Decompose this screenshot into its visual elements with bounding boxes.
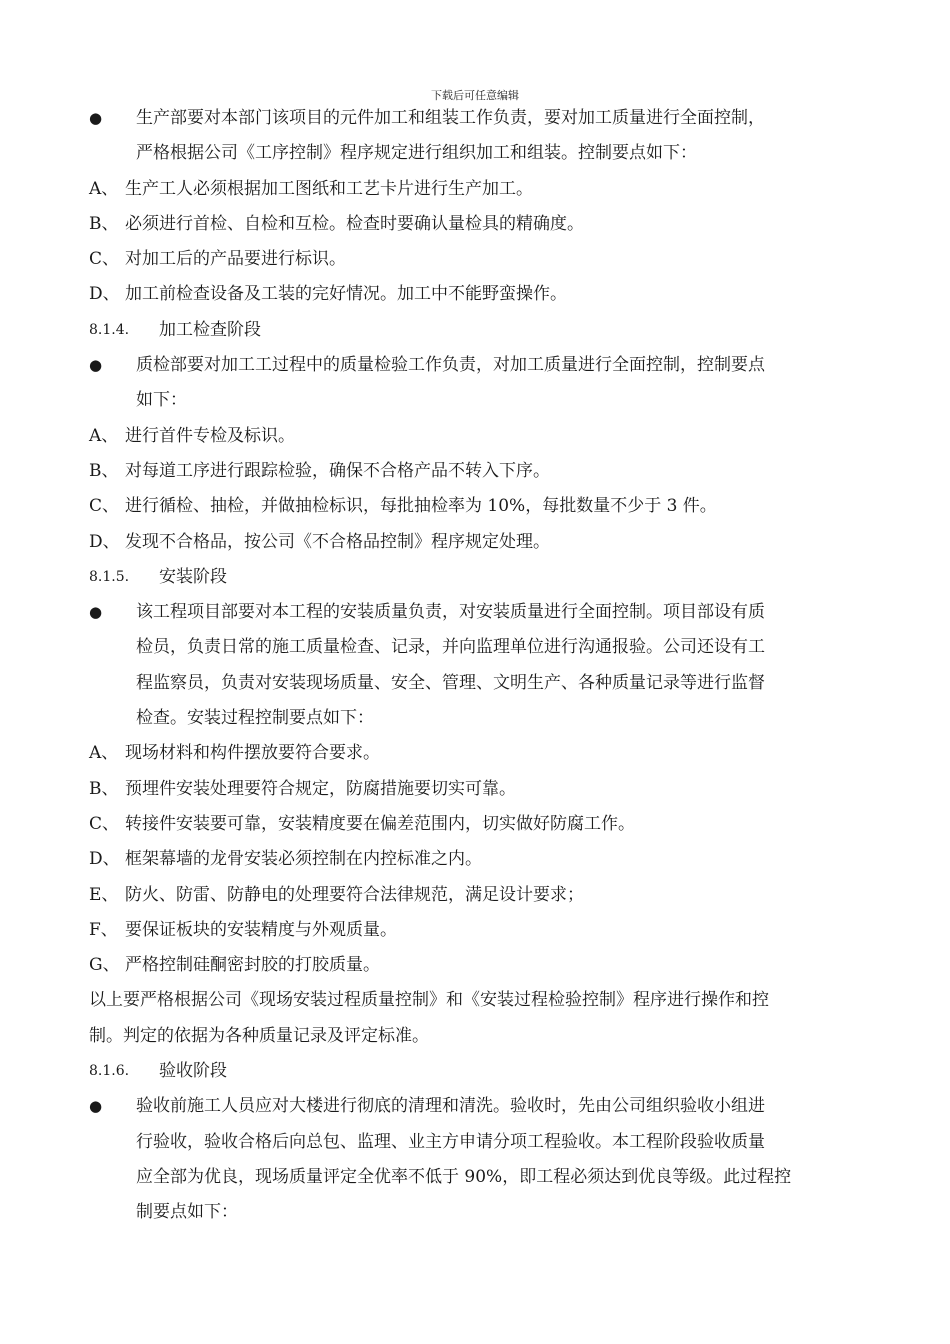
continuation-text: 检查。安装过程控制要点如下： bbox=[136, 708, 374, 729]
list-item bbox=[0, 842, 950, 877]
list-item bbox=[0, 277, 950, 312]
list-item bbox=[0, 948, 950, 983]
continuation-text: 严格根据公司《工序控制》程序规定进行组织加工和组装。控制要点如下： bbox=[136, 143, 697, 164]
continuation-text: 应全部为优良，现场质量评定全优率不低于 90%，即工程必须达到优良等级。此过程控 bbox=[136, 1166, 792, 1187]
paragraph-text: 制。判定的依据为各种质量记录及评定标准。 bbox=[89, 1025, 429, 1046]
paragraph-text: 以上要严格根据公司《现场安装过程质量控制》和《安装过程检验控制》程序进行操作和控 bbox=[89, 990, 769, 1011]
list-item-text: 防火、防雷、防静电的处理要符合法律规范，满足设计要求； bbox=[125, 884, 584, 905]
list-item-text: 框架幕墙的龙骨安装必须控制在内控标准之内。 bbox=[125, 849, 482, 870]
list-item-text: 生产工人必须根据加工图纸和工艺卡片进行生产加工。 bbox=[125, 178, 533, 199]
list-item-text: 对每道工序进行跟踪检验，确保不合格产品不转入下序。 bbox=[125, 460, 550, 481]
list-item-marker: B、 bbox=[89, 460, 119, 481]
continuation-text: 如下： bbox=[136, 390, 187, 411]
section-heading bbox=[0, 560, 950, 595]
continuation-text: 检员，负责日常的施工质量检查、记录，并向监理单位进行沟通报验。公司还设有工 bbox=[136, 637, 765, 658]
list-item-marker: C、 bbox=[89, 813, 120, 834]
list-item-marker: E、 bbox=[89, 884, 119, 905]
list-item-marker: G、 bbox=[89, 955, 120, 976]
list-item-marker: A、 bbox=[89, 425, 119, 446]
continuation-line bbox=[0, 701, 950, 736]
list-item-marker: F、 bbox=[89, 919, 118, 940]
bullet-text: 验收前施工人员应对大楼进行彻底的清理和清洗。验收时，先由公司组织验收小组进 bbox=[136, 1096, 765, 1117]
list-item-marker: C、 bbox=[89, 249, 120, 270]
continuation-line bbox=[0, 666, 950, 701]
continuation-line bbox=[0, 1160, 950, 1195]
list-item bbox=[0, 736, 950, 771]
list-item-text: 严格控制硅酮密封胶的打胶质量。 bbox=[125, 955, 380, 976]
list-item-marker: D、 bbox=[89, 284, 120, 305]
continuation-line bbox=[0, 1195, 950, 1230]
list-item-marker: B、 bbox=[89, 778, 119, 799]
list-item-text: 转接件安装要可靠，安装精度要在偏差范围内，切实做好防腐工作。 bbox=[125, 813, 635, 834]
paragraph-line bbox=[0, 1019, 950, 1054]
list-item bbox=[0, 172, 950, 207]
list-item-text: 对加工后的产品要进行标识。 bbox=[125, 249, 346, 270]
document-body bbox=[0, 101, 950, 1231]
list-item bbox=[0, 525, 950, 560]
list-item-marker: D、 bbox=[89, 531, 120, 552]
bullet-text: 该工程项目部要对本工程的安装质量负责，对安装质量进行全面控制。项目部设有质 bbox=[136, 602, 765, 623]
bullet-paragraph-line bbox=[0, 1089, 950, 1124]
section-number: 8.1.6. bbox=[89, 1063, 130, 1080]
list-item bbox=[0, 489, 950, 524]
continuation-text: 制要点如下： bbox=[136, 1202, 238, 1223]
section-title: 加工检查阶段 bbox=[159, 319, 261, 340]
list-item-marker: D、 bbox=[89, 849, 120, 870]
list-item-text: 要保证板块的安装精度与外观质量。 bbox=[125, 919, 397, 940]
list-item-marker: A、 bbox=[89, 178, 119, 199]
section-heading bbox=[0, 1054, 950, 1089]
paragraph-line bbox=[0, 983, 950, 1018]
list-item bbox=[0, 772, 950, 807]
continuation-line bbox=[0, 383, 950, 418]
section-title: 安装阶段 bbox=[159, 566, 227, 587]
list-item-text: 现场材料和构件摆放要符合要求。 bbox=[125, 743, 380, 764]
section-heading bbox=[0, 313, 950, 348]
list-item-marker: B、 bbox=[89, 213, 119, 234]
continuation-line bbox=[0, 136, 950, 171]
continuation-text: 行验收，验收合格后向总包、监理、业主方申请分项工程验收。本工程阶段验收质量 bbox=[136, 1131, 765, 1152]
list-item-text: 必须进行首检、自检和互检。检查时要确认量检具的精确度。 bbox=[125, 213, 584, 234]
bullet-paragraph-line bbox=[0, 348, 950, 383]
section-number: 8.1.4. bbox=[89, 321, 130, 338]
bullet-icon: ● bbox=[89, 603, 103, 622]
continuation-line bbox=[0, 630, 950, 665]
list-item-text: 进行首件专检及标识。 bbox=[125, 425, 295, 446]
bullet-icon: ● bbox=[89, 1097, 103, 1116]
bullet-paragraph-line bbox=[0, 595, 950, 630]
list-item bbox=[0, 207, 950, 242]
list-item bbox=[0, 242, 950, 277]
list-item bbox=[0, 419, 950, 454]
list-item bbox=[0, 913, 950, 948]
section-title: 验收阶段 bbox=[159, 1061, 227, 1082]
continuation-text: 程监察员，负责对安装现场质量、安全、管理、文明生产、各种质量记录等进行监督 bbox=[136, 672, 765, 693]
bullet-text: 质检部要对加工工过程中的质量检验工作负责，对加工质量进行全面控制，控制要点 bbox=[136, 355, 765, 376]
bullet-text: 生产部要对本部门该项目的元件加工和组装工作负责，要对加工质量进行全面控制， bbox=[136, 108, 765, 128]
section-number: 8.1.5. bbox=[89, 568, 130, 585]
list-item-text: 进行循检、抽检，并做抽检标识，每批抽检率为 10%，每批数量不少于 3 件。 bbox=[125, 496, 717, 517]
page-header: 下载后可任意编辑 bbox=[431, 89, 519, 102]
list-item-text: 预埋件安装处理要符合规定，防腐措施要切实可靠。 bbox=[125, 778, 516, 799]
list-item-text: 发现不合格品，按公司《不合格品控制》程序规定处理。 bbox=[125, 531, 550, 552]
list-item bbox=[0, 807, 950, 842]
list-item bbox=[0, 454, 950, 489]
bullet-icon: ● bbox=[89, 356, 103, 375]
list-item-marker: A、 bbox=[89, 743, 119, 764]
list-item-marker: C、 bbox=[89, 496, 120, 517]
bullet-paragraph-line bbox=[0, 101, 950, 136]
continuation-line bbox=[0, 1125, 950, 1160]
list-item bbox=[0, 878, 950, 913]
list-item-text: 加工前检查设备及工装的完好情况。加工中不能野蛮操作。 bbox=[125, 284, 567, 305]
bullet-icon: ● bbox=[89, 109, 103, 127]
